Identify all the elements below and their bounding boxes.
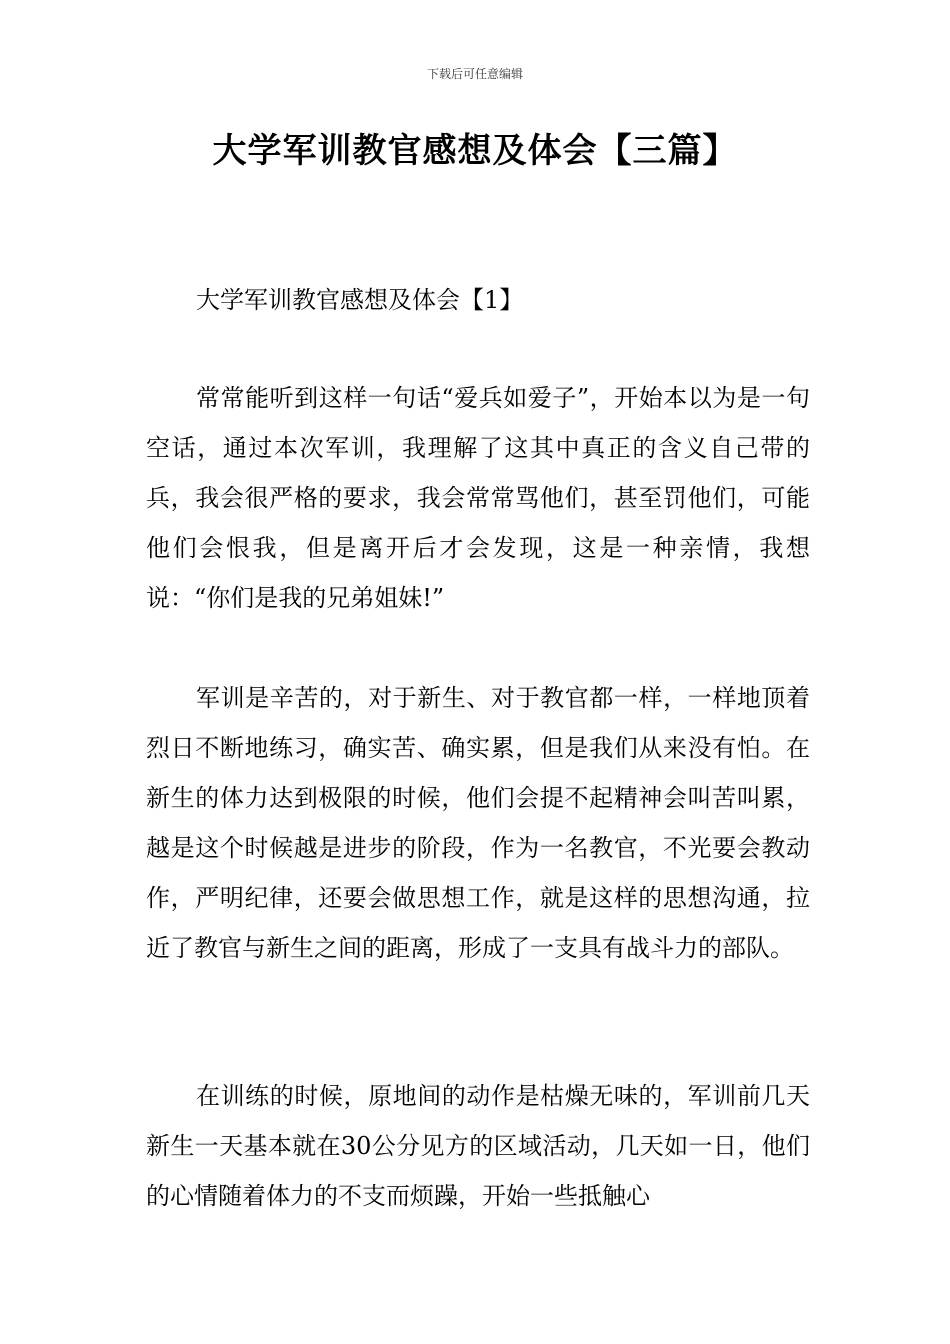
body-paragraph: 军训是辛苦的，对于新生、对于教官都一样，一样地顶着烈日不断地练习，确实苦、确实累，但是我们从来没有怕。在新生的体力达到极限的时候，他们会提不起精神会叫苦叫累，越是这个时候越是进步的阶段，作为一名教官，不光要会教动作，严明纪律，还要会做思想工作，就是这样的思想沟通，拉近了教官与新生之间的距离，形成了一支具有战斗力的部队。 <box>146 684 810 962</box>
document-title: 大学军训教官感想及体会【三篇】 <box>212 131 738 171</box>
body-paragraph: 常常能听到这样一句话“爱兵如爱子”，开始本以为是一句空话，通过本次军训，我理解了这其中真正的含义自己带的兵，我会很严格的要求，我会常常骂他们，甚至罚他们，可能他们会恨我，但是离开后才会发现，这是一种亲情，我想说：“你们是我的兄弟姐妹!” <box>146 384 810 612</box>
section-heading: 大学军训教官感想及体会【1】 <box>196 286 524 314</box>
body-paragraph: 在训练的时候，原地间的动作是枯燥无味的，军训前几天新生一天基本就在30公分见方的区域活动，几天如一日，他们的心情随着体力的不支而烦躁，开始一些抵触心 <box>146 1082 810 1210</box>
header-note: 下载后可任意编辑 <box>426 67 523 81</box>
